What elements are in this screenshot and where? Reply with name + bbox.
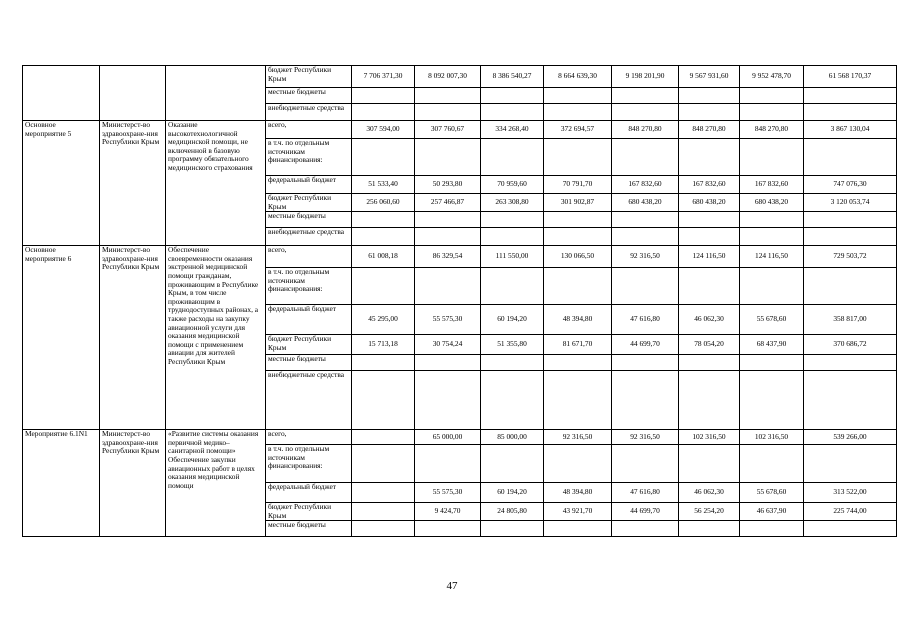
- year-value-cell: [679, 268, 740, 305]
- measure-name-cell: [23, 66, 100, 121]
- total-value-cell: [804, 371, 897, 430]
- year-value-cell: [679, 88, 740, 104]
- year-value-cell: 9 424,70: [415, 503, 481, 521]
- executor-cell: Министерст-во здравоохране-ния Республики Крым: [100, 121, 166, 246]
- year-value-cell: [740, 88, 804, 104]
- description-cell: [166, 66, 266, 121]
- year-value-cell: 55 575,30: [415, 305, 481, 335]
- year-value-cell: 263 308,80: [481, 194, 544, 212]
- total-value-cell: 3 120 053,74: [804, 194, 897, 212]
- year-value-cell: 68 437,90: [740, 335, 804, 355]
- year-value-cell: 44 699,70: [612, 335, 679, 355]
- year-value-cell: [544, 355, 612, 371]
- year-value-cell: 46 062,30: [679, 483, 740, 503]
- total-value-cell: [804, 139, 897, 176]
- year-value-cell: 372 694,57: [544, 121, 612, 139]
- year-value-cell: [352, 521, 415, 537]
- year-value-cell: 102 316,50: [679, 430, 740, 445]
- year-value-cell: [415, 371, 481, 430]
- year-value-cell: [679, 139, 740, 176]
- year-value-cell: [679, 355, 740, 371]
- year-value-cell: 65 000,00: [415, 430, 481, 445]
- year-value-cell: 60 194,20: [481, 305, 544, 335]
- funding-source-cell: бюджет Республики Крым: [266, 335, 352, 355]
- year-value-cell: [415, 104, 481, 121]
- year-value-cell: [740, 268, 804, 305]
- year-value-cell: 848 270,80: [679, 121, 740, 139]
- total-value-cell: [804, 521, 897, 537]
- year-value-cell: 46 637,90: [740, 503, 804, 521]
- year-value-cell: [415, 445, 481, 483]
- funding-source-cell: местные бюджеты: [266, 521, 352, 537]
- year-value-cell: [740, 371, 804, 430]
- funding-source-cell: внебюджетные средства: [266, 228, 352, 246]
- total-value-cell: 370 686,72: [804, 335, 897, 355]
- year-value-cell: [679, 104, 740, 121]
- year-value-cell: 307 760,67: [415, 121, 481, 139]
- year-value-cell: 60 194,20: [481, 483, 544, 503]
- year-value-cell: [679, 212, 740, 228]
- year-value-cell: [352, 483, 415, 503]
- year-value-cell: 50 293,80: [415, 176, 481, 194]
- year-value-cell: 51 533,40: [352, 176, 415, 194]
- funding-source-cell: всего,: [266, 246, 352, 268]
- year-value-cell: [544, 268, 612, 305]
- year-value-cell: 301 902,87: [544, 194, 612, 212]
- year-value-cell: 48 394,80: [544, 483, 612, 503]
- year-value-cell: 124 116,50: [679, 246, 740, 268]
- funding-source-cell: федеральный бюджет: [266, 176, 352, 194]
- year-value-cell: [740, 521, 804, 537]
- year-value-cell: 257 466,87: [415, 194, 481, 212]
- year-value-cell: 55 575,30: [415, 483, 481, 503]
- year-value-cell: [612, 212, 679, 228]
- funding-source-cell: бюджет Республики Крым: [266, 66, 352, 88]
- year-value-cell: 167 832,60: [612, 176, 679, 194]
- year-value-cell: [544, 139, 612, 176]
- year-value-cell: 81 671,70: [544, 335, 612, 355]
- description-cell: Оказание высокотехнологичной медицинской помощи, не включенной в базовую программу обязательного медицинского страхования: [166, 121, 266, 246]
- year-value-cell: [544, 228, 612, 246]
- year-value-cell: [679, 521, 740, 537]
- year-value-cell: [612, 88, 679, 104]
- year-value-cell: 8 664 639,30: [544, 66, 612, 88]
- year-value-cell: 15 713,18: [352, 335, 415, 355]
- year-value-cell: [740, 445, 804, 483]
- year-value-cell: [612, 104, 679, 121]
- year-value-cell: [481, 445, 544, 483]
- total-value-cell: [804, 445, 897, 483]
- year-value-cell: 307 594,00: [352, 121, 415, 139]
- year-value-cell: [679, 228, 740, 246]
- total-value-cell: 3 867 130,04: [804, 121, 897, 139]
- year-value-cell: 9 198 201,90: [612, 66, 679, 88]
- year-value-cell: [544, 521, 612, 537]
- year-value-cell: [544, 371, 612, 430]
- year-value-cell: 30 754,24: [415, 335, 481, 355]
- year-value-cell: 334 268,40: [481, 121, 544, 139]
- description-cell: Обеспечение своевременности оказания экстренной медицинской помощи гражданам, проживающим в Республике Крым, в том числе проживающим в труднодоступных районах, а также расходы на закупку авиационной услуги для оказания медицинской помощи с применением авиации для жителей Республики Крым: [166, 246, 266, 430]
- funding-source-cell: внебюджетные средства: [266, 371, 352, 430]
- year-value-cell: [612, 355, 679, 371]
- funding-source-cell: всего,: [266, 121, 352, 139]
- funding-source-cell: бюджет Республики Крым: [266, 503, 352, 521]
- year-value-cell: [481, 228, 544, 246]
- year-value-cell: 9 952 478,70: [740, 66, 804, 88]
- year-value-cell: [415, 228, 481, 246]
- year-value-cell: [352, 228, 415, 246]
- year-value-cell: [352, 88, 415, 104]
- year-value-cell: [481, 355, 544, 371]
- year-value-cell: 680 438,20: [612, 194, 679, 212]
- year-value-cell: 70 791,70: [544, 176, 612, 194]
- year-value-cell: 47 616,80: [612, 305, 679, 335]
- year-value-cell: [415, 212, 481, 228]
- year-value-cell: 92 316,50: [612, 246, 679, 268]
- table-row: [23, 246, 897, 268]
- year-value-cell: [740, 139, 804, 176]
- year-value-cell: [481, 104, 544, 121]
- year-value-cell: 45 295,00: [352, 305, 415, 335]
- funding-source-cell: в т.ч. по отдельным источникам финансирования:: [266, 445, 352, 483]
- year-value-cell: 102 316,50: [740, 430, 804, 445]
- year-value-cell: [612, 268, 679, 305]
- year-value-cell: 70 959,60: [481, 176, 544, 194]
- year-value-cell: 9 567 931,60: [679, 66, 740, 88]
- measure-name-cell: Основное мероприятие 5: [23, 121, 100, 246]
- year-value-cell: 8 386 540,27: [481, 66, 544, 88]
- total-value-cell: 747 076,30: [804, 176, 897, 194]
- funding-source-cell: в т.ч. по отдельным источникам финансирования:: [266, 139, 352, 176]
- year-value-cell: [544, 104, 612, 121]
- year-value-cell: 256 060,60: [352, 194, 415, 212]
- measure-name-cell: Мероприятие 6.1N1: [23, 430, 100, 537]
- funding-source-cell: федеральный бюджет: [266, 305, 352, 335]
- year-value-cell: 55 678,60: [740, 483, 804, 503]
- page-number: 47: [446, 580, 458, 592]
- year-value-cell: [415, 88, 481, 104]
- executor-cell: Министерст-во здравоохране-ния Республики Крым: [100, 246, 166, 430]
- year-value-cell: [740, 212, 804, 228]
- funding-source-cell: бюджет Республики Крым: [266, 194, 352, 212]
- year-value-cell: 92 316,50: [544, 430, 612, 445]
- funding-source-cell: местные бюджеты: [266, 88, 352, 104]
- year-value-cell: [612, 371, 679, 430]
- year-value-cell: 124 116,50: [740, 246, 804, 268]
- funding-source-cell: внебюджетные средства: [266, 104, 352, 121]
- year-value-cell: [415, 268, 481, 305]
- year-value-cell: [352, 503, 415, 521]
- year-value-cell: [612, 139, 679, 176]
- description-cell: «Развитие системы оказания первичной медико–санитарной помощи» Обеспечение закупки авиационных работ в целях оказания медицинской помощи: [166, 430, 266, 537]
- year-value-cell: [544, 445, 612, 483]
- year-value-cell: [481, 268, 544, 305]
- year-value-cell: 61 008,18: [352, 246, 415, 268]
- measure-name-cell: Основное мероприятие 6: [23, 246, 100, 430]
- year-value-cell: 92 316,50: [612, 430, 679, 445]
- year-value-cell: 680 438,20: [740, 194, 804, 212]
- table-row: [23, 121, 897, 139]
- financing-table: [22, 65, 897, 537]
- year-value-cell: [352, 212, 415, 228]
- executor-cell: Министерст-во здравоохране-ния Республики Крым: [100, 430, 166, 537]
- year-value-cell: [481, 371, 544, 430]
- year-value-cell: [612, 228, 679, 246]
- year-value-cell: [679, 371, 740, 430]
- year-value-cell: 8 092 007,30: [415, 66, 481, 88]
- year-value-cell: 47 616,80: [612, 483, 679, 503]
- year-value-cell: [481, 139, 544, 176]
- year-value-cell: [352, 139, 415, 176]
- year-value-cell: [740, 228, 804, 246]
- year-value-cell: [740, 355, 804, 371]
- year-value-cell: [352, 445, 415, 483]
- year-value-cell: 43 921,70: [544, 503, 612, 521]
- year-value-cell: 111 550,00: [481, 246, 544, 268]
- year-value-cell: 48 394,80: [544, 305, 612, 335]
- total-value-cell: [804, 104, 897, 121]
- year-value-cell: [612, 521, 679, 537]
- year-value-cell: [481, 521, 544, 537]
- total-value-cell: [804, 212, 897, 228]
- year-value-cell: 24 805,80: [481, 503, 544, 521]
- year-value-cell: 51 355,80: [481, 335, 544, 355]
- total-value-cell: 539 266,00: [804, 430, 897, 445]
- year-value-cell: 167 832,60: [679, 176, 740, 194]
- total-value-cell: [804, 88, 897, 104]
- year-value-cell: 78 054,20: [679, 335, 740, 355]
- table-row: [23, 430, 897, 445]
- year-value-cell: 167 832,60: [740, 176, 804, 194]
- year-value-cell: 86 329,54: [415, 246, 481, 268]
- year-value-cell: [415, 521, 481, 537]
- year-value-cell: 680 438,20: [679, 194, 740, 212]
- year-value-cell: [544, 212, 612, 228]
- year-value-cell: [415, 139, 481, 176]
- year-value-cell: [679, 445, 740, 483]
- total-value-cell: [804, 268, 897, 305]
- funding-source-cell: местные бюджеты: [266, 355, 352, 371]
- total-value-cell: 61 568 170,37: [804, 66, 897, 88]
- total-value-cell: 729 503,72: [804, 246, 897, 268]
- year-value-cell: [352, 355, 415, 371]
- year-value-cell: [415, 355, 481, 371]
- year-value-cell: 55 678,60: [740, 305, 804, 335]
- total-value-cell: [804, 355, 897, 371]
- year-value-cell: [544, 88, 612, 104]
- year-value-cell: 7 706 371,30: [352, 66, 415, 88]
- funding-source-cell: федеральный бюджет: [266, 483, 352, 503]
- table-row: [23, 66, 897, 88]
- year-value-cell: [481, 212, 544, 228]
- year-value-cell: [740, 104, 804, 121]
- year-value-cell: 56 254,20: [679, 503, 740, 521]
- year-value-cell: [352, 104, 415, 121]
- funding-source-cell: местные бюджеты: [266, 212, 352, 228]
- year-value-cell: 848 270,80: [612, 121, 679, 139]
- year-value-cell: 44 699,70: [612, 503, 679, 521]
- total-value-cell: 313 522,00: [804, 483, 897, 503]
- year-value-cell: 130 066,50: [544, 246, 612, 268]
- funding-source-cell: всего,: [266, 430, 352, 445]
- executor-cell: [100, 66, 166, 121]
- year-value-cell: 848 270,80: [740, 121, 804, 139]
- year-value-cell: [352, 371, 415, 430]
- year-value-cell: 85 000,00: [481, 430, 544, 445]
- year-value-cell: [352, 268, 415, 305]
- total-value-cell: 225 744,00: [804, 503, 897, 521]
- year-value-cell: [352, 430, 415, 445]
- funding-source-cell: в т.ч. по отдельным источникам финансирования:: [266, 268, 352, 305]
- total-value-cell: [804, 228, 897, 246]
- year-value-cell: [612, 445, 679, 483]
- year-value-cell: 46 062,30: [679, 305, 740, 335]
- total-value-cell: 358 817,00: [804, 305, 897, 335]
- year-value-cell: [481, 88, 544, 104]
